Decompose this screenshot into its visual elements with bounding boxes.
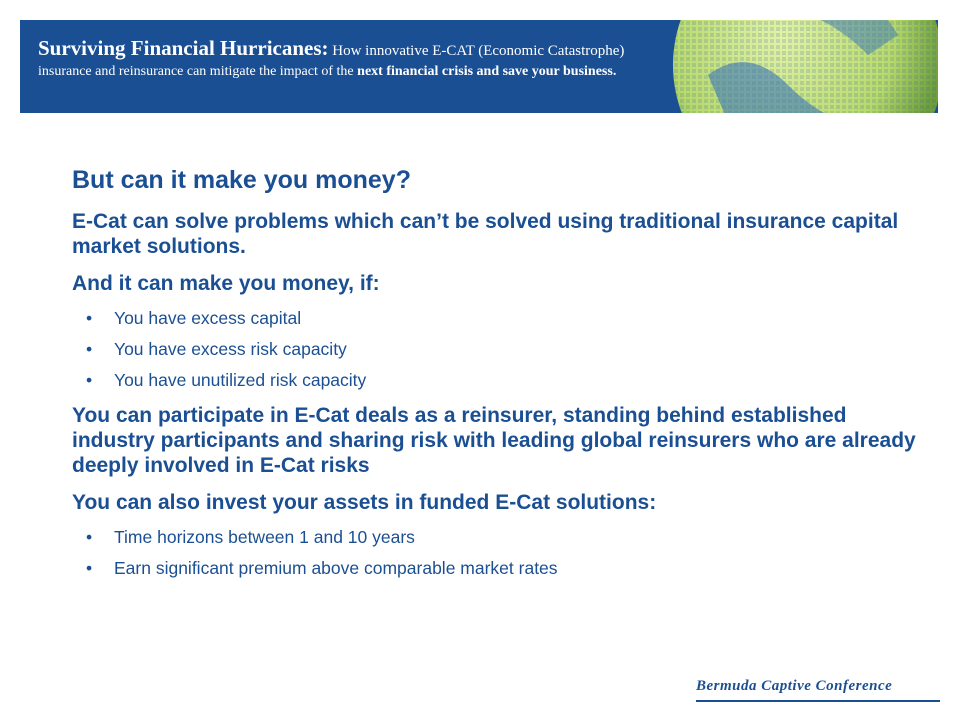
bullet-text: You have excess risk capacity (114, 339, 347, 359)
banner-title: Surviving Financial Hurricanes: (38, 36, 329, 60)
paragraph-problems: E-Cat can solve problems which can’t be solved using traditional insurance capital market solutions. (72, 210, 899, 258)
bullet-text: Earn significant premium above comparable market rates (114, 558, 558, 578)
paragraph-participate: You can participate in E-Cat deals as a reinsurer, standing behind established industry participants and sharing risk with leading global reinsurers who are already deeply involved in E-Cat risks (72, 404, 916, 477)
paragraph-invest: You can also invest your assets in funded E-Cat solutions: (72, 491, 657, 514)
logo-underline (696, 700, 940, 702)
bullet-list-invest (72, 527, 932, 579)
banner-subtitle-line2: insurance and reinsurance can mitigate the impact of the (38, 64, 358, 79)
bullet-text: Time horizons between 1 and 10 years (114, 527, 415, 547)
bullet-icon: • (86, 558, 93, 578)
slide-heading: But can it make you money? (72, 166, 411, 194)
bullet-icon: • (86, 339, 93, 359)
conference-logo: Bermuda Captive Conference (696, 678, 893, 694)
paragraph-make-money: And it can make you money, if: (72, 272, 380, 295)
list-item (72, 527, 932, 548)
bullet-text: You have unutilized risk capacity (114, 370, 367, 390)
list-item (72, 308, 932, 329)
bullet-list-conditions (72, 308, 932, 391)
bullet-icon: • (86, 527, 93, 547)
banner-text (38, 38, 898, 82)
list-item (72, 370, 932, 391)
header-banner (20, 20, 938, 113)
list-item (72, 558, 932, 579)
slide-content (72, 165, 932, 591)
list-item (72, 339, 932, 360)
bullet-icon: • (86, 308, 93, 328)
banner-subtitle-emphasis: next financial crisis and save your business. (357, 64, 617, 79)
bullet-text: You have excess capital (114, 308, 302, 328)
banner-subtitle-line1: How innovative E-CAT (Economic Catastrophe) (328, 43, 625, 59)
bullet-icon: • (86, 370, 93, 390)
